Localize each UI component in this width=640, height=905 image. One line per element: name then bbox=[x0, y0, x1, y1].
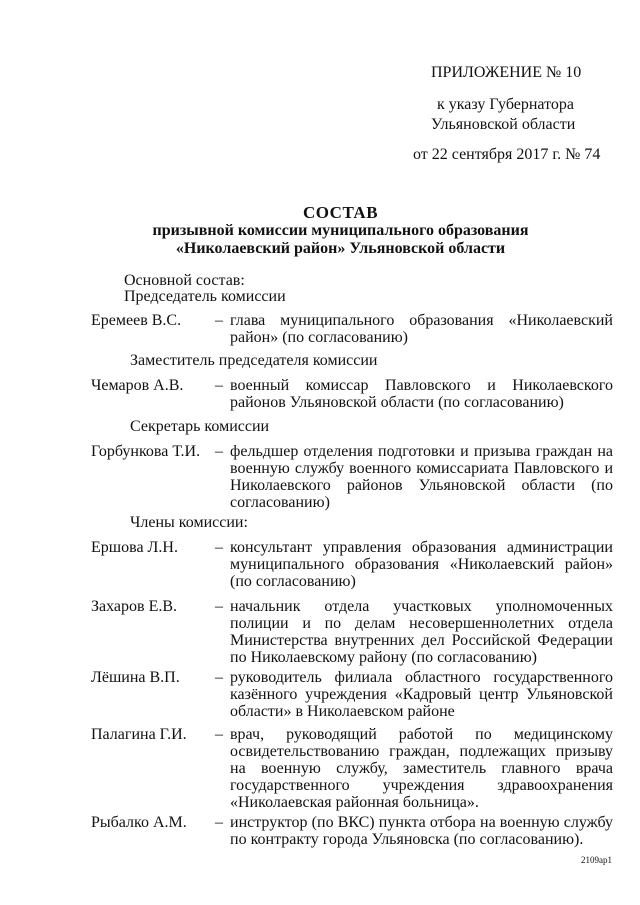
member-name: Еремеев В.С. bbox=[91, 312, 182, 329]
dash-separator: – bbox=[215, 814, 223, 831]
member-position: глава муниципального образования «Николаевский район» (по согласованию) bbox=[230, 312, 613, 346]
document-code: 2109ap1 bbox=[581, 855, 612, 865]
member-position: военный комиссар Павловского и Николаевского районов Ульяновской области (по согласованию) bbox=[230, 377, 613, 411]
member-position: инструктор (по ВКС) пункта отбора на военную службу по контракту города Ульяновска (по согласованию). bbox=[230, 814, 613, 848]
document-title: СОСТАВ bbox=[302, 203, 379, 222]
member-name: Рыбалко А.М. bbox=[91, 814, 187, 831]
section-main-composition: Основной состав: bbox=[124, 272, 245, 289]
member-position: врач, руководящий работой по медицинскому освидетельствованию граждан, подлежащих призыву на военную службу, заместитель главного врача государственного учреждения здравоохранения «Николаевская районная больница». bbox=[230, 726, 613, 811]
member-name: Чемаров А.В. bbox=[91, 377, 184, 394]
section-chairman: Председатель комиссии bbox=[124, 288, 286, 305]
document-subtitle-line-2: «Николаевский район» Ульяновской области bbox=[175, 240, 506, 257]
member-name: Ершова Л.Н. bbox=[91, 539, 178, 556]
member-name: Палагина Г.И. bbox=[91, 726, 187, 743]
member-position: фельдшер отделения подготовки и призыва граждан на военную службу военного комиссариата Павловского и Николаевского районов Ульяновской области (по согласованию) bbox=[230, 443, 613, 511]
dash-separator: – bbox=[215, 312, 223, 329]
appendix-number: ПРИЛОЖЕНИЕ № 10 bbox=[431, 64, 582, 81]
member-name: Лёшина В.П. bbox=[91, 669, 180, 686]
dash-separator: – bbox=[215, 669, 223, 686]
section-deputy: Заместитель председателя комиссии bbox=[130, 352, 378, 369]
dash-separator: – bbox=[215, 443, 223, 460]
document-subtitle-line-1: призывной комиссии муниципального образования bbox=[152, 222, 529, 239]
dash-separator: – bbox=[215, 726, 223, 743]
member-name: Горбункова Т.И. bbox=[91, 443, 201, 460]
member-position: консультант управления образования администрации муниципального образования «Николаевский район» (по согласованию) bbox=[230, 539, 613, 590]
member-name: Захаров Е.В. bbox=[91, 598, 178, 615]
member-position: руководитель филиала областного государственного казённого учреждения «Кадровый центр Ульяновской области» в Николаевском районе bbox=[230, 669, 613, 720]
section-members: Члены комиссии: bbox=[130, 514, 248, 531]
decree-reference-line-1: к указу Губернатора bbox=[437, 96, 574, 113]
dash-separator: – bbox=[215, 539, 223, 556]
decree-date: от 22 сентября 2017 г. № 74 bbox=[413, 146, 601, 163]
section-secretary: Секретарь комиссии bbox=[130, 418, 270, 435]
decree-reference-line-2: Ульяновской области bbox=[431, 116, 576, 133]
dash-separator: – bbox=[215, 598, 223, 615]
dash-separator: – bbox=[215, 377, 223, 394]
member-position: начальник отдела участковых уполномоченных полиции и по делам несовершеннолетних отдела Министерства внутренних дел Российской Федерации по Николаевскому району (по согласованию) bbox=[230, 598, 613, 666]
